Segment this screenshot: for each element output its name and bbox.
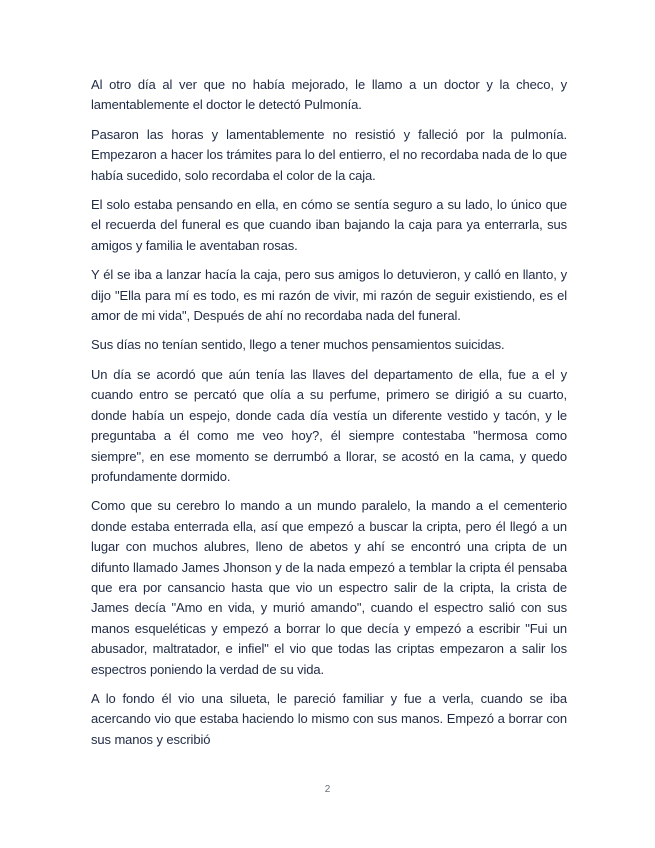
paragraph-1: Al otro día al ver que no había mejorado, le llamo a un doctor y la checo, y lamentablemente el doctor le detectó Pulmonía.	[91, 77, 567, 113]
paragraph-2: Pasaron las horas y lamentablemente no resistió y falleció por la pulmonía. Empezaron a hacer los trámites para lo del entierro, el no recordaba nada de lo que había sucedido, solo recordaba el color de la caja.	[91, 126, 567, 183]
paragraph-6: Un día se acordó que aún tenía las llaves del departamento de ella, fue a el y cuando entro se percató que olía a su perfume, primero se dirigió a su cuarto, donde había un espejo, donde cada día vestía un diferente vestido y tacón, y le preguntaba a él como me veo hoy?, él siempre contestaba "hermosa como siempre", en ese momento se derrumbó a llorar, se acostó en la cama, y quedo profundamente dormido.	[91, 366, 567, 484]
paragraph-7: Como que su cerebro lo mando a un mundo paralelo, la mando a el cementerio donde estaba enterrada ella, así que empezó a buscar la cripta, pero él llegó a un lugar con muchos alubres, lleno de abetos y ahí se encontró una cripta de un difunto llamado James Jhonson y de la nada empezó a temblar la cripta él pensaba que era por cansancio hasta que vio un espectro salir de la cripta, la crista de James decía "Amo en vida, y murió amando", cuando el espectro salió con sus manos esqueléticas y empezó a borrar lo que decía y empezó a escribir "Fui un abusador, maltratador, e infiel" el vio que todas las criptas empezaron a salir los espectros poniendo la verdad de su vida.	[91, 498, 567, 677]
document-body	[91, 75, 567, 759]
paragraph-8: A lo fondo él vio una silueta, le pareció familiar y fue a verla, cuando se iba acercando vio que estaba haciendo lo mismo con sus manos. Empezó a borrar con sus manos y escribió	[91, 690, 567, 747]
paragraph-3: El solo estaba pensando en ella, en cómo se sentía seguro a su lado, lo único que el recuerda del funeral es que cuando iban bajando la caja para ya enterrarla, sus amigos y familia le aventaban rosas.	[91, 197, 567, 253]
page-number: 2	[324, 784, 331, 795]
paragraph-4: Y él se iba a lanzar hacía la caja, pero sus amigos lo detuvieron, y calló en llanto, y dijo "Ella para mí es todo, es mi razón de vivir, mi razón de seguir existiendo, es el amor de mi vida", Después de ahí no recordaba nada del funeral.	[91, 267, 567, 324]
paragraph-5: Sus días no tenían sentido, llego a tener muchos pensamientos suicidas.	[91, 337, 505, 353]
